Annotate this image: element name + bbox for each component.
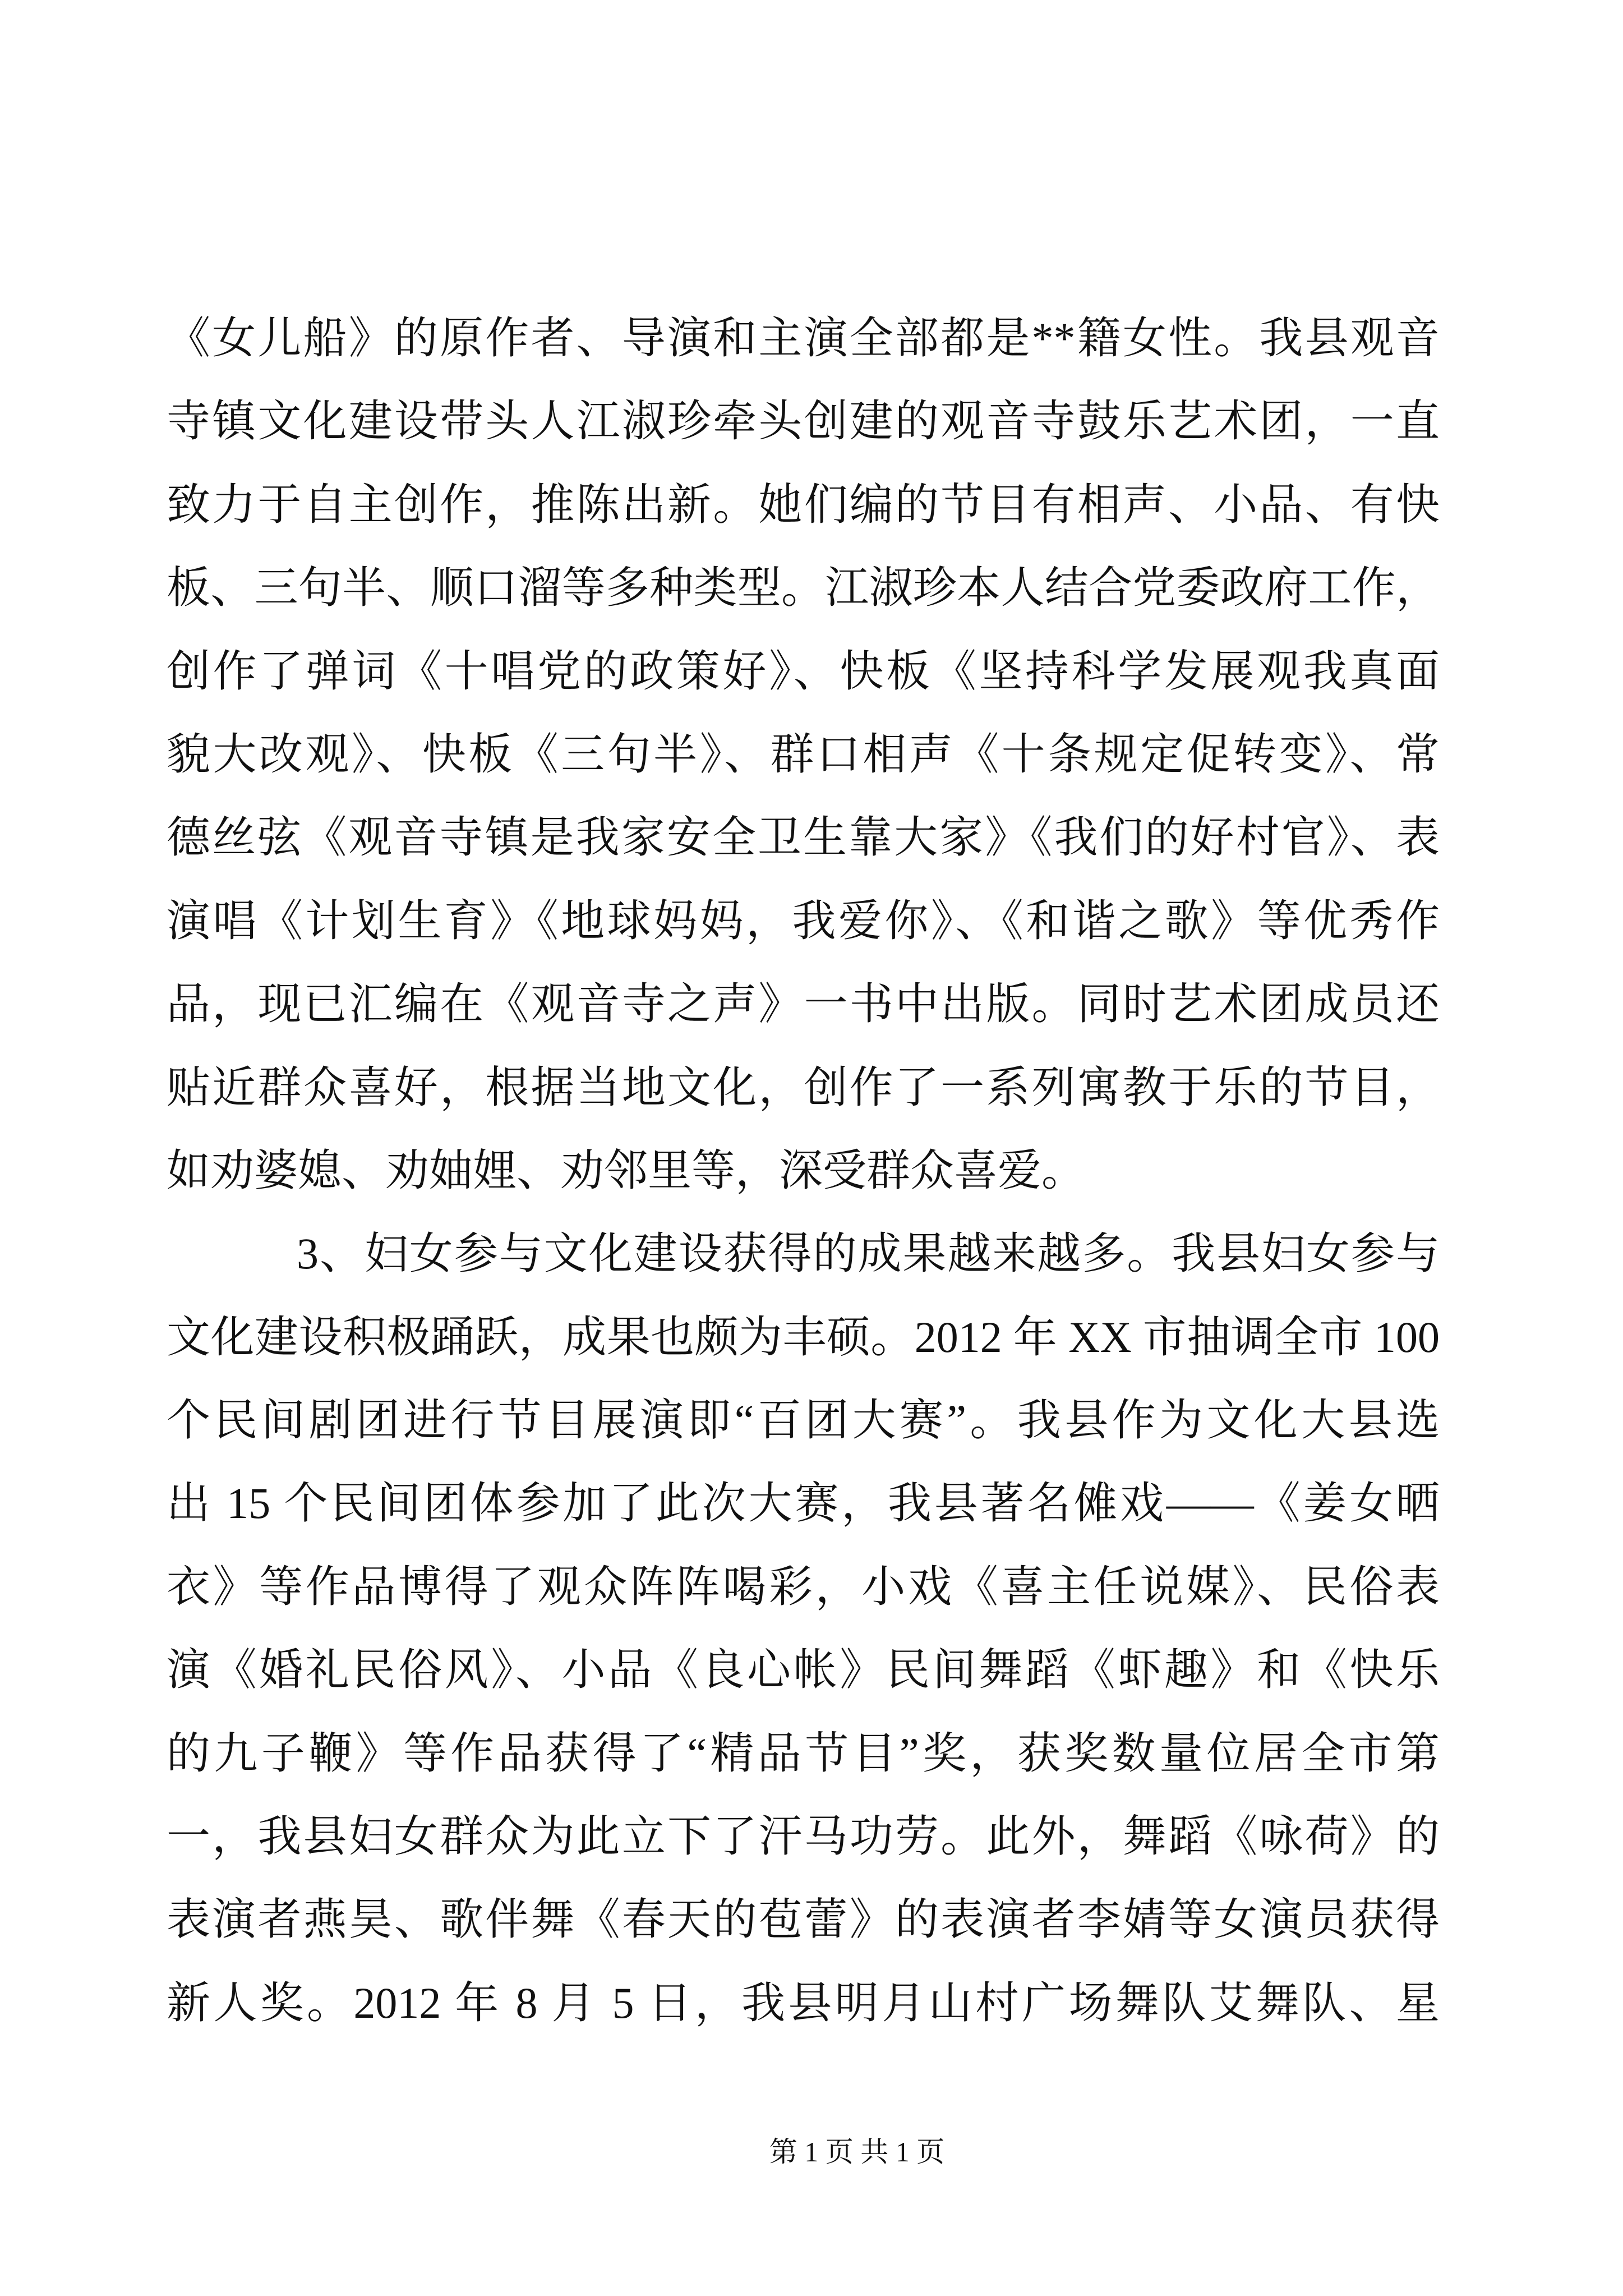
text-line: 衣》等作品博得了观众阵阵喝彩，小戏《喜主任说媒》、民俗表 xyxy=(167,1562,1440,1611)
text-line: 出 15 个民间团体参加了此次大赛，我县著名傩戏——《姜女晒 xyxy=(167,1479,1440,1528)
text-line: 板、三句半、顺口溜等多种类型。江淑珍本人结合党委政府工作， xyxy=(167,563,1440,613)
page-footer xyxy=(769,2135,945,2169)
text-line: 寺镇文化建设带头人江淑珍牵头创建的观音寺鼓乐艺术团，一直 xyxy=(167,397,1440,446)
paragraph-continuation xyxy=(167,297,1440,1212)
text-line: 《女儿船》的原作者、导演和主演全部都是**籍女性。我县观音 xyxy=(167,314,1440,362)
text-line: 演唱《计划生育》《地球妈妈，我爱你》、《和谐之歌》等优秀作 xyxy=(167,896,1440,945)
text-line: 文化建设积极踊跃，成果也颇为丰硕。2012 年 XX 市抽调全市 100 xyxy=(167,1312,1440,1361)
text-line: 品，现已汇编在《观音寺之声》一书中出版。同时艺术团成员还 xyxy=(167,979,1440,1029)
text-line: 演《婚礼民俗风》、小品《良心帐》民间舞蹈《虾趣》和《快乐 xyxy=(167,1645,1440,1695)
text-line: 表演者燕昊、歌伴舞《春天的苞蕾》的表演者李婧等女演员获得 xyxy=(167,1895,1440,1944)
text-line: 新人奖。2012 年 8 月 5 日，我县明月山村广场舞队艾舞队、星 xyxy=(167,1978,1440,2027)
text-line: 个民间剧团进行节目展演即“百团大赛”。我县作为文化大县选 xyxy=(167,1396,1440,1445)
page-number-indicator: 第 1 页 共 1 页 xyxy=(769,2136,945,2168)
text-line: 的九子鞭》等作品获得了“精品节目”奖，获奖数量位居全市第 xyxy=(167,1728,1440,1778)
text-line: 德丝弦《观音寺镇是我家安全卫生靠大家》《我们的好村官》、表 xyxy=(167,813,1440,862)
body-text xyxy=(167,297,1440,2045)
text-line: 一，我县妇女群众为此立下了汗马功劳。此外，舞蹈《咏荷》的 xyxy=(167,1812,1440,1861)
text-line: 貌大改观》、快板《三句半》、群口相声《十条规定促转变》、常 xyxy=(167,729,1440,779)
text-line: 致力于自主创作，推陈出新。她们编的节目有相声、小品、有快 xyxy=(167,480,1440,529)
text-line: 如劝婆媳、劝妯娌、劝邻里等，深受群众喜爱。 xyxy=(167,1145,1086,1195)
text-line: 3、妇女参与文化建设获得的成果越来越多。我县妇女参与 xyxy=(297,1229,1440,1278)
text-line: 贴近群众喜好，根据当地文化，创作了一系列寓教于乐的节目， xyxy=(167,1062,1440,1112)
text-line: 创作了弹词《十唱党的政策好》、快板《坚持科学发展观我真面 xyxy=(167,646,1440,696)
paragraph-section-3 xyxy=(167,1212,1440,2045)
